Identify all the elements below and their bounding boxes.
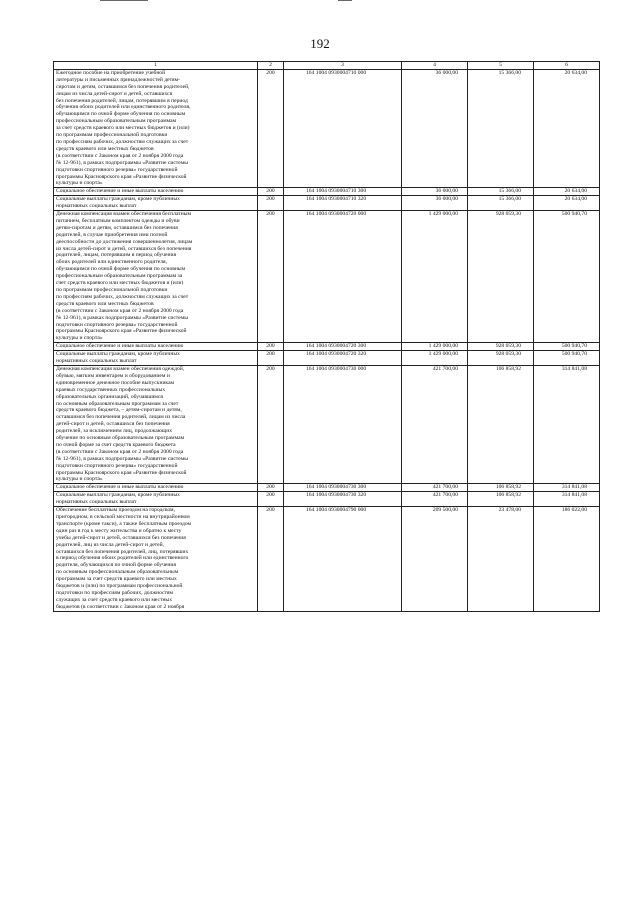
row-executed: 106 858,92 bbox=[468, 484, 534, 492]
row-name: Обеспечение бесплатным проездом на городском, пригородном, в сельской местности на внутрирайонном транспорте (кроме такси), а также бесплатным проездом один раз в год к месту жительства и обратно к месту учебы детей-сирот и детей, оставшихся без попечения родителей, лиц из числа детей-сирот и детей, оставшихся без попечения родителей, лиц, потерявших в период обучения обоих родителей или единственного родителя, обучающихся по очной форме обучения по основным профессиональным образовательным программам за счет средств краевого или местных бюджетов и (или) по программам профессиональной подготовки по профессиям рабочих, должностям служащих за счет средств краевого или местных бюджетов (в соответствии с Законом края от 2 ноября bbox=[54, 507, 258, 612]
row-executed: 15 366,00 bbox=[468, 188, 534, 196]
row-executed: 106 858,92 bbox=[468, 365, 534, 483]
row-approved: 36 000,00 bbox=[402, 188, 468, 196]
row-executed: 23 478,00 bbox=[468, 507, 534, 612]
table-row bbox=[54, 351, 600, 366]
row-remaining: 186 022,00 bbox=[534, 507, 600, 612]
table-row bbox=[54, 492, 600, 507]
row-classification: 164 1004 0930004730 320 bbox=[284, 492, 402, 507]
row-remaining: 20 634,00 bbox=[534, 188, 600, 196]
row-approved: 1 429 000,00 bbox=[402, 351, 468, 366]
row-executed: 15 366,00 bbox=[468, 196, 534, 211]
col-header-2: 2 bbox=[258, 62, 284, 70]
row-approved: 1 429 000,00 bbox=[402, 211, 468, 343]
row-executed: 106 858,92 bbox=[468, 492, 534, 507]
row-admin-code: 200 bbox=[258, 69, 284, 187]
row-name: Социальное обеспечение и иные выплаты населению bbox=[54, 343, 258, 351]
row-executed: 928 059,30 bbox=[468, 343, 534, 351]
row-approved: 36 000,00 bbox=[402, 196, 468, 211]
row-classification: 164 1004 0930004720 300 bbox=[284, 343, 402, 351]
row-admin-code: 200 bbox=[258, 188, 284, 196]
row-executed: 928 059,30 bbox=[468, 211, 534, 343]
row-admin-code: 200 bbox=[258, 507, 284, 612]
row-admin-code: 200 bbox=[258, 351, 284, 366]
row-admin-code: 200 bbox=[258, 484, 284, 492]
table-row bbox=[54, 211, 600, 343]
row-approved: 421 700,00 bbox=[402, 484, 468, 492]
row-classification: 164 1004 0930004720 320 bbox=[284, 351, 402, 366]
scan-mark-right bbox=[338, 0, 352, 1]
row-name: Социальное обеспечение и иные выплаты населению bbox=[54, 188, 258, 196]
row-remaining: 500 940,70 bbox=[534, 211, 600, 343]
row-name: Социальные выплаты гражданам, кроме публичных нормативных социальных выплат bbox=[54, 196, 258, 211]
col-header-5: 5 bbox=[468, 62, 534, 70]
row-classification: 164 1004 0930004730 000 bbox=[284, 365, 402, 483]
row-admin-code: 200 bbox=[258, 196, 284, 211]
row-classification: 164 1004 0930004720 000 bbox=[284, 211, 402, 343]
row-name: Социальные выплаты гражданам, кроме публичных нормативных социальных выплат bbox=[54, 351, 258, 366]
table-row bbox=[54, 69, 600, 187]
row-approved: 36 000,00 bbox=[402, 69, 468, 187]
row-remaining: 20 634,00 bbox=[534, 69, 600, 187]
row-admin-code: 200 bbox=[258, 343, 284, 351]
row-admin-code: 200 bbox=[258, 365, 284, 483]
row-executed: 928 059,30 bbox=[468, 351, 534, 366]
table-row bbox=[54, 484, 600, 492]
row-name: Социальное обеспечение и иные выплаты населению bbox=[54, 484, 258, 492]
row-admin-code: 200 bbox=[258, 492, 284, 507]
row-classification: 164 1004 0930004790 000 bbox=[284, 507, 402, 612]
col-header-4: 4 bbox=[402, 62, 468, 70]
page-number: 192 bbox=[310, 36, 330, 51]
row-name: Социальные выплаты гражданам, кроме публичных нормативных социальных выплат bbox=[54, 492, 258, 507]
col-header-3: 3 bbox=[284, 62, 402, 70]
scan-mark-left bbox=[100, 0, 148, 1]
row-classification: 164 1004 0930004710 000 bbox=[284, 69, 402, 187]
row-remaining: 500 940,70 bbox=[534, 351, 600, 366]
row-remaining: 314 841,08 bbox=[534, 484, 600, 492]
row-executed: 15 366,00 bbox=[468, 69, 534, 187]
row-approved: 1 429 000,00 bbox=[402, 343, 468, 351]
row-remaining: 314 841,08 bbox=[534, 365, 600, 483]
row-approved: 209 500,00 bbox=[402, 507, 468, 612]
table-row bbox=[54, 188, 600, 196]
col-header-1: 1 bbox=[54, 62, 258, 70]
row-approved: 421 700,00 bbox=[402, 492, 468, 507]
table-row bbox=[54, 365, 600, 483]
row-classification: 164 1004 0930004710 320 bbox=[284, 196, 402, 211]
row-admin-code: 200 bbox=[258, 211, 284, 343]
row-classification: 164 1004 0930004730 300 bbox=[284, 484, 402, 492]
col-header-6: 6 bbox=[534, 62, 600, 70]
row-name: Ежегодное пособие на приобретение учебной литературы и письменных принадлежностей детям- сиротам и детям, оставшимся без попечения родителей, лицам из числа детей-сирот и детей, оставшихся без попечения родителей, лицам, потерявшим в период обучения обоих родителей или единственного родителя, обучающимся по очной форме обучения по основным профессиональным образовательным программам за счет средств краевого или местных бюджетов и (или) по программам профессиональной подготовки по профессиям рабочих, должностям служащих за счет средств краевого или местных бюджетов (в соответствии с Законом края от 2 ноября 2000 года № 12-961), в рамках подпрограммы «Развитие системы подготовки спортивного резерва» государственной программы Красноярского края «Развитие физической культуры и спорта» bbox=[54, 69, 258, 187]
header-row bbox=[54, 62, 600, 70]
row-name: Денежная компенсация взамен обеспечения одеждой, обувью, мягким инвентарем и оборудованием и единовременное денежное пособие выпускникам краевых государственных профессиональных образовательных организаций, обучавшимся по основным образовательным программам за счет средств краевого бюджета, – детям-сиротам и детям, оставшимся без попечения родителей, лицам из числа детей-сирот и детей, оставшихся без попечения родителей, за исключением лиц, продолжающих обучение по основным образовательным программам по очной форме за счет средств краевого бюджета (в соответствии с Законом края от 2 ноября 2000 года № 12-961), в рамках подпрограммы «Развитие системы подготовки спортивного резерва» государственной программы Красноярского края «Развитие физической культуры и спорта» bbox=[54, 365, 258, 483]
row-classification: 164 1004 0930004710 300 bbox=[284, 188, 402, 196]
table-row bbox=[54, 196, 600, 211]
row-remaining: 20 634,00 bbox=[534, 196, 600, 211]
row-approved: 421 700,00 bbox=[402, 365, 468, 483]
table-row bbox=[54, 507, 600, 612]
table-row bbox=[54, 343, 600, 351]
row-name: Денежная компенсация взамен обеспечения бесплатным питанием, бесплатным комплектом одежды и обуви детям-сиротам и детям, оставшимся без попечения родителей, в случае приобретения ими полной дееспособности до достижения совершеннолетия, лицам из числа детей-сирот и детей, оставшихся без попечения родителей, лицам, потерявшим в период обучения обоих родителей или единственного родителя, обучающимся по очной форме обучения по основным профессиональным образовательным программам за счет средств краевого или местных бюджетов и (или) по программам профессиональной подготовки по профессиям рабочих, должностям служащих за счет средств краевого или местных бюджетов (в соответствии с Законом края от 2 ноября 2000 года № 12-961), в рамках подпрограммы «Развитие системы подготовки спортивного резерва» государственной программы Красноярского края «Развитие физической культуры и спорта» bbox=[54, 211, 258, 343]
budget-table bbox=[53, 61, 600, 612]
row-remaining: 500 940,70 bbox=[534, 343, 600, 351]
row-remaining: 314 841,08 bbox=[534, 492, 600, 507]
